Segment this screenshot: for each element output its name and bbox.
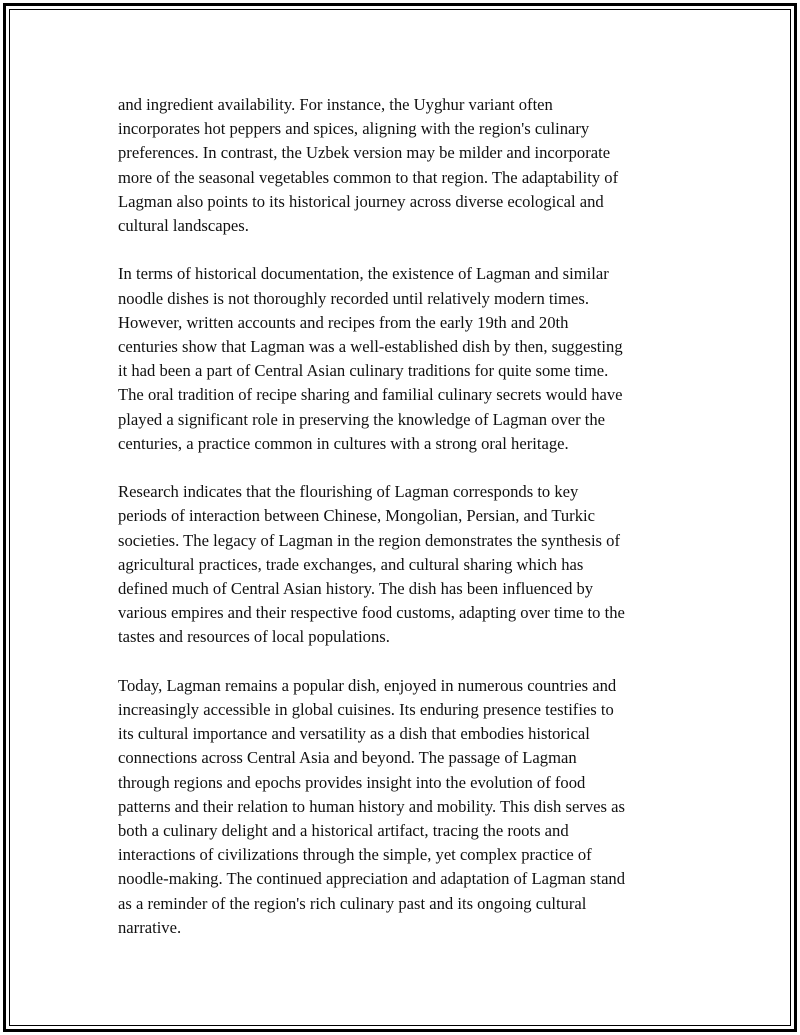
paragraph-regional-variants: and ingredient availability. For instance, the Uyghur variant often incorporates hot peppers and spices, aligning with the region's culinary preferences. In contrast, the Uzbek version may be milder and incorporate more of the seasonal vegetables common to that region. The adaptability of Lagman also points to its historical journey across diverse ecological and cultural landscapes.	[118, 95, 619, 236]
document-body	[118, 93, 688, 964]
paragraph-historical-documentation: In terms of historical documentation, the existence of Lagman and similar noodle dishes is not thoroughly recorded until relatively modern times. However, written accounts and recipes from the early 19th and 20th centuries show that Lagman was a well-established dish by then, suggesting it had been a part of Central Asian culinary traditions for quite some time. The oral tradition of recipe sharing and familial culinary secrets would have played a significant role in preserving the knowledge of Lagman over the centuries, a practice common in cultures with a strong oral heritage.	[118, 264, 623, 453]
paragraph-cultural-interaction: Research indicates that the flourishing of Lagman corresponds to key periods of interaction between Chinese, Mongolian, Persian, and Turkic societies. The legacy of Lagman in the region demonstrates the synthesis of agricultural practices, trade exchanges, and cultural sharing which has defined much of Central Asian history. The dish has been influenced by various empires and their respective food customs, adapting over time to the tastes and resources of local populations.	[118, 482, 625, 647]
paragraph-today: Today, Lagman remains a popular dish, enjoyed in numerous countries and increasingly accessible in global cuisines. Its enduring presence testifies to its cultural importance and versatility as a dish that embodies historical connections across Central Asia and beyond. The passage of Lagman through regions and epochs provides insight into the evolution of food patterns and their relation to human history and mobility. This dish serves as both a culinary delight and a historical artifact, tracing the roots and interactions of civilizations through the simple, yet complex practice of noodle-making. The continued appreciation and adaptation of Lagman stand as a reminder of the region's rich culinary past and its ongoing cultural narrative.	[118, 675, 626, 937]
